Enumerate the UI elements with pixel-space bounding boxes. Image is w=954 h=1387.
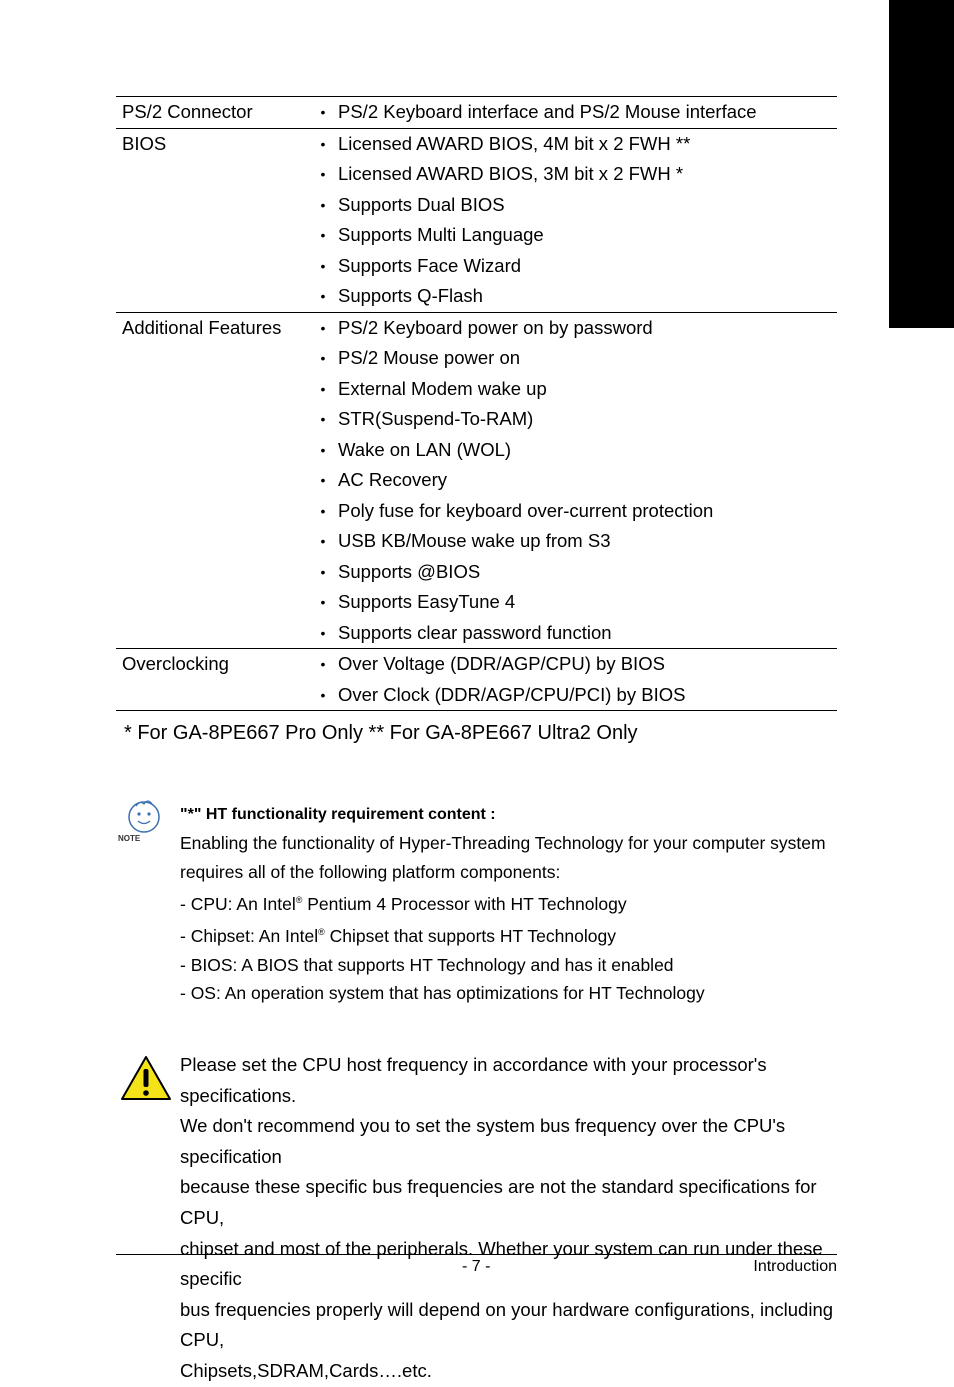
language-tab — [846, 0, 954, 328]
section-name: Introduction — [753, 1258, 837, 1275]
warning-line: Please set the CPU host frequency in accordance with your processor's specifications. — [180, 1054, 767, 1106]
bullet: • — [320, 563, 326, 580]
spec-value: PS/2 Keyboard interface and PS/2 Mouse interface — [338, 97, 837, 129]
spec-value: Over Voltage (DDR/AGP/CPU) by BIOS — [338, 649, 837, 680]
spec-row — [116, 404, 837, 435]
bullet: • — [320, 350, 326, 366]
spec-row — [116, 435, 837, 466]
spec-value: Supports @BIOS — [338, 560, 481, 582]
spec-value: PS/2 Keyboard power on by password — [338, 312, 837, 343]
spec-row — [116, 128, 837, 159]
bullet: • — [320, 594, 326, 610]
ht-note-cpu: - CPU: An Intel® Pentium 4 Processor with HT Technology — [180, 894, 627, 915]
spec-row — [116, 465, 837, 496]
spec-value: USB KB/Mouse wake up from S3 — [338, 530, 611, 551]
spec-value: Supports Face Wizard — [338, 254, 522, 276]
warning-line: chipset and most of the peripherals. Whether your system can run under these specific — [180, 1237, 823, 1290]
spec-row — [116, 312, 837, 343]
spec-row — [116, 526, 837, 557]
spec-value: Supports EasyTune 4 — [338, 591, 516, 612]
spec-value: External Modem wake up — [338, 377, 547, 399]
spec-row — [116, 587, 837, 618]
warning-line: We don't recommend you to set the system bus frequency over the CPU's specification — [180, 1115, 786, 1167]
model-footnote: * For GA-8PE667 Pro Only ** For GA-8PE667 Ultra2 Only — [124, 722, 638, 744]
bullet: • — [320, 166, 326, 182]
bullet: • — [320, 411, 326, 427]
spec-value: PS/2 Mouse power on — [338, 347, 521, 368]
language-tab-label: English — [846, 69, 878, 188]
ht-note-bios: - BIOS: A BIOS that supports HT Technology and has it enabled — [180, 954, 674, 975]
spec-row — [116, 343, 837, 374]
spec-label: PS/2 Connector — [116, 97, 308, 129]
spec-value: Licensed AWARD BIOS, 3M bit x 2 FWH * — [338, 163, 684, 184]
ht-note-header: "*" HT functionality requirement content : — [180, 806, 496, 823]
spec-value: AC Recovery — [338, 469, 447, 490]
spec-label: BIOS — [116, 128, 308, 159]
note-icon-label: NOTE — [118, 834, 141, 843]
bullet: • — [320, 288, 326, 304]
spec-row — [116, 281, 837, 312]
bullet: • — [320, 227, 326, 243]
bullet: • — [308, 128, 338, 159]
spec-row — [116, 374, 837, 405]
bullet: • — [308, 97, 338, 129]
frequency-warning — [180, 1050, 840, 1387]
warning-line: because these specific bus frequencies are not the standard specifications for CPU, — [180, 1176, 817, 1228]
spec-row — [116, 159, 837, 190]
page-number: - 7 - — [462, 1258, 491, 1275]
footer-rule — [116, 1254, 837, 1255]
spec-value: Licensed AWARD BIOS, 4M bit x 2 FWH ** — [338, 128, 837, 159]
bullet: • — [308, 649, 338, 680]
bullet: • — [320, 533, 326, 549]
bullet: • — [320, 380, 326, 397]
bullet: • — [308, 312, 338, 343]
ht-note-os: - OS: An operation system that has optimizations for HT Technology — [180, 983, 705, 1004]
spec-row — [116, 557, 837, 588]
ht-note — [180, 801, 840, 1008]
bullet: • — [320, 472, 326, 488]
spec-row — [116, 618, 837, 649]
ht-note-intro: Enabling the functionality of Hyper-Threading Technology for your computer system requires all of the following platform components: — [180, 833, 826, 882]
bullet: • — [320, 257, 326, 274]
spec-label: Overclocking — [116, 649, 308, 680]
warning-line: bus frequencies properly will depend on your hardware configurations, including CPU, — [180, 1298, 834, 1351]
bullet: • — [320, 196, 326, 213]
spec-row — [116, 649, 837, 680]
spec-row — [116, 680, 837, 711]
spec-value: Wake on LAN (WOL) — [338, 438, 512, 460]
bullet: • — [320, 441, 326, 458]
warning-icon — [119, 1054, 173, 1102]
ht-note-chipset: - Chipset: An Intel® Chipset that supports HT Technology — [180, 926, 616, 947]
spec-row — [116, 190, 837, 221]
spec-row — [116, 251, 837, 282]
spec-row — [116, 97, 837, 129]
spec-value: Supports Multi Language — [338, 224, 544, 245]
spec-value: Poly fuse for keyboard over-current protection — [338, 499, 714, 521]
spec-table — [116, 96, 837, 711]
spec-value: Supports Q-Flash — [338, 285, 483, 306]
warning-line: Chipsets,SDRAM,Cards….etc. — [180, 1359, 432, 1381]
spec-value: Over Clock (DDR/AGP/CPU/PCI) by BIOS — [338, 680, 837, 711]
spec-value: Supports Dual BIOS — [338, 193, 505, 215]
spec-value: STR(Suspend-To-RAM) — [338, 408, 534, 429]
spec-value: Supports clear password function — [338, 621, 612, 643]
spec-row — [116, 220, 837, 251]
bullet: • — [308, 680, 338, 711]
note-icon — [114, 798, 168, 844]
spec-label: Additional Features — [116, 312, 308, 343]
spec-row — [116, 496, 837, 527]
bullet: • — [320, 502, 326, 519]
bullet: • — [320, 624, 326, 641]
